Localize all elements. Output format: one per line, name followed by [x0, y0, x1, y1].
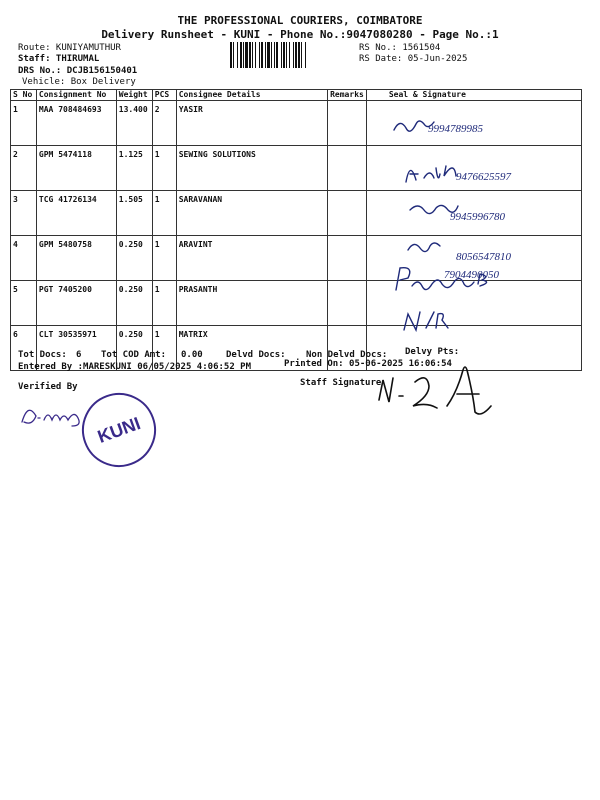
- entered-by: Entered By :MARESKUNI 06/05/2025 4:06:52 PM: [18, 362, 251, 372]
- cell-sno: 1: [11, 101, 37, 146]
- cell-pcs: 1: [152, 236, 176, 281]
- cell-pcs: 1: [152, 146, 176, 191]
- sig-row2-phone: 9476625597: [456, 171, 511, 183]
- cell-pcs: 1: [152, 326, 176, 371]
- barcode-bar: [306, 42, 308, 68]
- cell-weight: 0.250: [116, 281, 152, 326]
- cell-consignee: ARAVINT: [176, 236, 327, 281]
- col-sno: S No: [11, 90, 37, 101]
- company-title: THE PROFESSIONAL COURIERS, COIMBATORE: [177, 14, 423, 27]
- drs-number: DRS No.: DCJB156150401: [18, 66, 138, 76]
- tot-docs-label: Tot Docs:: [18, 350, 67, 360]
- cell-weight: 0.250: [116, 326, 152, 371]
- sig-row5-phone: 7904490050: [444, 269, 499, 281]
- col-remarks: Remarks: [328, 90, 367, 101]
- stamp-text: KUNI: [94, 412, 143, 447]
- cell-consignment: MAA 708484693: [36, 101, 116, 146]
- cell-weight: 1.505: [116, 191, 152, 236]
- cell-sno: 2: [11, 146, 37, 191]
- cell-consignment: GPM 5480758: [36, 236, 116, 281]
- cell-sno: 5: [11, 281, 37, 326]
- cell-consignee: SEWING SOLUTIONS: [176, 146, 327, 191]
- runsheet-subtitle: Delivery Runsheet - KUNI - Phone No.:9047080280 - Page No.:1: [101, 28, 499, 41]
- sig-row1-phone: 9994789985: [428, 123, 483, 135]
- cell-consignee: PRASANTH: [176, 281, 327, 326]
- cell-remarks: [328, 191, 367, 236]
- rs-number: RS No.: 1561504: [359, 43, 441, 53]
- staff-label: Staff: THIRUMAL: [18, 54, 100, 64]
- tot-cod-label: Tot COD Amt:: [101, 350, 167, 360]
- table-header-row: [11, 90, 582, 101]
- staff-signature: [375, 360, 510, 420]
- cell-consignee: MATRIX: [176, 326, 327, 371]
- handwritten-signatures: [370, 100, 600, 350]
- cell-pcs: 1: [152, 191, 176, 236]
- cell-remarks: [328, 101, 367, 146]
- cell-remarks: [328, 146, 367, 191]
- col-consignee: Consignee Details: [176, 90, 327, 101]
- col-weight: Weight: [116, 90, 152, 101]
- cell-consignment: PGT 7405200: [36, 281, 116, 326]
- vehicle-label: Vehicle: Box Delivery: [22, 77, 136, 87]
- col-pcs: PCS: [152, 90, 176, 101]
- cell-pcs: 1: [152, 281, 176, 326]
- cell-remarks: [328, 281, 367, 326]
- cell-consignment: TCG 41726134: [36, 191, 116, 236]
- cell-remarks: [328, 236, 367, 281]
- sig-row4-phone: 8056547810: [456, 251, 511, 263]
- non-delvd-docs-label: Non Delvd Docs:: [306, 350, 388, 360]
- tot-docs-value: 6: [76, 350, 82, 360]
- cell-consignment: GPM 5474118: [36, 146, 116, 191]
- cell-consignee: SARAVANAN: [176, 191, 327, 236]
- tot-cod-value: 0.00: [181, 350, 203, 360]
- delvy-pts-label: Delvy Pts:: [405, 347, 460, 357]
- cell-weight: 0.250: [116, 236, 152, 281]
- staff-signature-label: Staff Signature: [300, 378, 382, 388]
- col-consignment: Consignment No: [36, 90, 116, 101]
- cell-consignee: YASIR: [176, 101, 327, 146]
- delvd-docs-label: Delvd Docs:: [226, 350, 286, 360]
- cell-consignment: CLT 30535971: [36, 326, 116, 371]
- cell-weight: 1.125: [116, 146, 152, 191]
- cell-sno: 3: [11, 191, 37, 236]
- printed-on: Printed On: 05-06-2025 16:06:54: [284, 359, 452, 369]
- route-label: Route: KUNIYAMUTHUR: [18, 43, 121, 53]
- cell-sno: 4: [11, 236, 37, 281]
- cell-sno: 6: [11, 326, 37, 371]
- barcode: [230, 42, 350, 68]
- verified-by-label: Verified By: [18, 382, 78, 392]
- cell-pcs: 2: [152, 101, 176, 146]
- col-seal: Seal & Signature: [366, 90, 581, 101]
- rs-date: RS Date: 05-Jun-2025: [359, 54, 468, 64]
- sig-row3-phone: 9945996780: [450, 211, 505, 223]
- cell-weight: 13.400: [116, 101, 152, 146]
